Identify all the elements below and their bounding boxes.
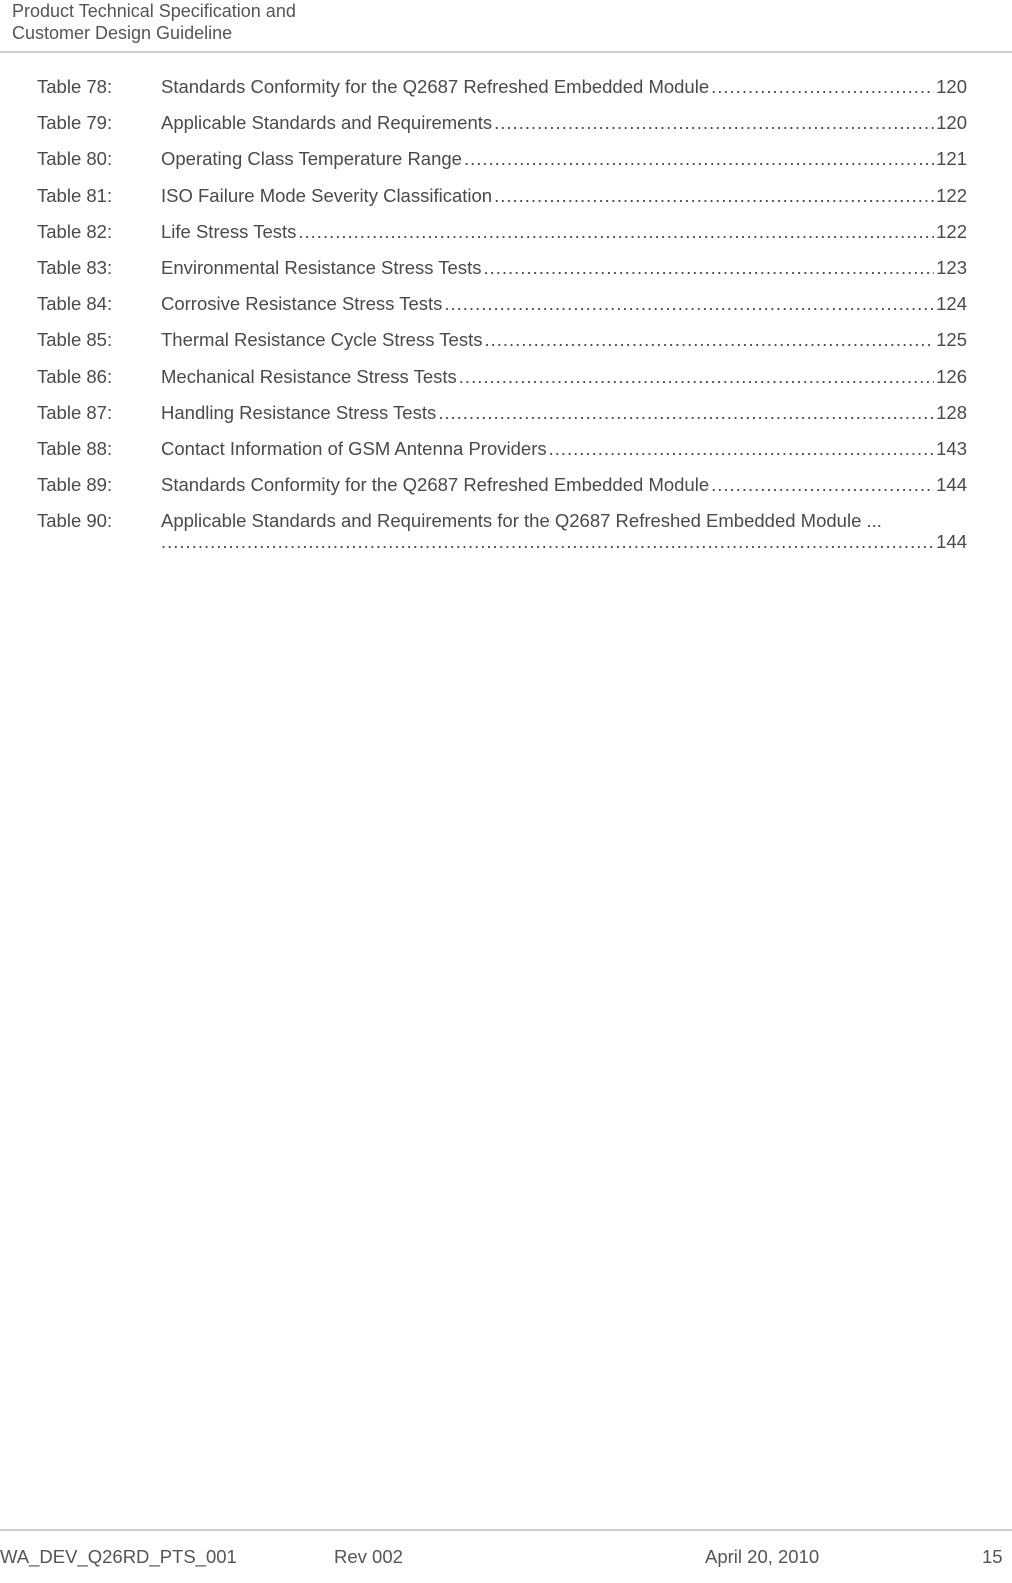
toc-entry-page[interactable]: 128 <box>936 401 967 423</box>
dot-leader <box>711 473 934 497</box>
toc-entry[interactable] <box>37 401 967 437</box>
toc-entry-page[interactable]: 144 <box>936 531 967 553</box>
toc-entry[interactable] <box>37 147 967 183</box>
dot-leader <box>459 365 934 389</box>
toc-entry[interactable] <box>37 365 967 401</box>
page-header <box>12 0 296 44</box>
toc-entry-label: Table 88: <box>37 437 113 459</box>
dot-leader <box>161 530 934 554</box>
toc-entry-title[interactable]: Life Stress Tests <box>161 220 297 242</box>
toc-entry[interactable] <box>37 437 967 473</box>
toc-entry-label: Table 90: <box>37 510 113 532</box>
toc-entry[interactable] <box>37 111 967 147</box>
dot-leader <box>464 147 934 171</box>
toc-entry-title[interactable]: ISO Failure Mode Severity Classification <box>161 184 493 206</box>
toc-entry-page[interactable]: 144 <box>936 474 967 496</box>
toc-entry-page[interactable]: 120 <box>936 112 967 134</box>
footer-date: April 20, 2010 <box>705 1546 820 1567</box>
list-of-tables <box>37 75 967 557</box>
toc-entry-page[interactable]: 122 <box>936 184 967 206</box>
dot-leader <box>298 220 934 244</box>
toc-entry[interactable] <box>37 328 967 364</box>
toc-entry-label: Table 89: <box>37 474 113 496</box>
toc-entry[interactable] <box>37 256 967 292</box>
dot-leader <box>444 292 934 316</box>
toc-entry-label: Table 87: <box>37 401 113 423</box>
toc-entry-label: Table 81: <box>37 184 113 206</box>
toc-entry-label: Table 78: <box>37 76 113 97</box>
toc-entry-title[interactable]: Corrosive Resistance Stress Tests <box>161 293 443 315</box>
header-divider <box>0 51 1012 53</box>
dot-leader <box>494 111 934 135</box>
toc-entry-label: Table 85: <box>37 329 113 351</box>
toc-entry[interactable] <box>37 184 967 220</box>
toc-entry[interactable] <box>37 473 967 509</box>
toc-entry[interactable] <box>37 75 967 111</box>
toc-entry-page[interactable]: 125 <box>936 329 967 351</box>
toc-entry[interactable] <box>37 509 967 557</box>
dot-leader <box>483 256 934 280</box>
header-title-line-2: Customer Design Guideline <box>12 23 233 43</box>
toc-entry-title[interactable]: Environmental Resistance Stress Tests <box>161 256 482 278</box>
header-title-line-1: Product Technical Specification and <box>12 1 296 21</box>
toc-entry-title[interactable]: Standards Conformity for the Q2687 Refreshed Embedded Module <box>161 76 710 97</box>
toc-entry-title[interactable]: Operating Class Temperature Range <box>161 148 462 170</box>
toc-entry-title[interactable]: Applicable Standards and Requirements <box>161 112 493 134</box>
toc-entry-page[interactable]: 122 <box>936 220 967 242</box>
toc-entry-title[interactable]: Contact Information of GSM Antenna Providers <box>161 437 547 459</box>
footer-revision: Rev 002 <box>334 1546 403 1567</box>
toc-entry-label: Table 86: <box>37 365 113 387</box>
toc-entry-page[interactable]: 124 <box>936 293 967 315</box>
toc-entry-page[interactable]: 143 <box>936 437 967 459</box>
dot-leader <box>549 437 935 461</box>
dot-leader <box>484 328 934 352</box>
dot-leader <box>438 401 934 425</box>
toc-entry-page[interactable]: 123 <box>936 256 967 278</box>
toc-entry-title[interactable]: Thermal Resistance Cycle Stress Tests <box>161 329 483 351</box>
toc-entry-label: Table 83: <box>37 256 113 278</box>
toc-entry-label: Table 79: <box>37 112 113 134</box>
toc-entry-label: Table 80: <box>37 148 113 170</box>
toc-entry-label: Table 82: <box>37 220 113 242</box>
toc-entry-title[interactable]: Mechanical Resistance Stress Tests <box>161 365 457 387</box>
dot-leader <box>494 184 934 208</box>
toc-entry[interactable] <box>37 220 967 256</box>
toc-entry-page[interactable]: 120 <box>936 76 967 97</box>
footer-document-id: WA_DEV_Q26RD_PTS_001 <box>0 1546 237 1567</box>
toc-entry-title[interactable]: Standards Conformity for the Q2687 Refreshed Embedded Module <box>161 474 710 496</box>
footer-page-number: 15 <box>982 1546 1003 1567</box>
toc-entry-page[interactable]: 121 <box>936 148 967 170</box>
toc-entry[interactable] <box>37 292 967 328</box>
toc-entry-page[interactable]: 126 <box>936 365 967 387</box>
dot-leader <box>711 75 934 99</box>
toc-entry-title[interactable]: Applicable Standards and Requirements for the Q2687 Refreshed Embedded Module ... <box>161 510 882 532</box>
toc-entry-title[interactable]: Handling Resistance Stress Tests <box>161 401 437 423</box>
toc-entry-label: Table 84: <box>37 293 113 315</box>
footer-divider <box>0 1529 1012 1531</box>
